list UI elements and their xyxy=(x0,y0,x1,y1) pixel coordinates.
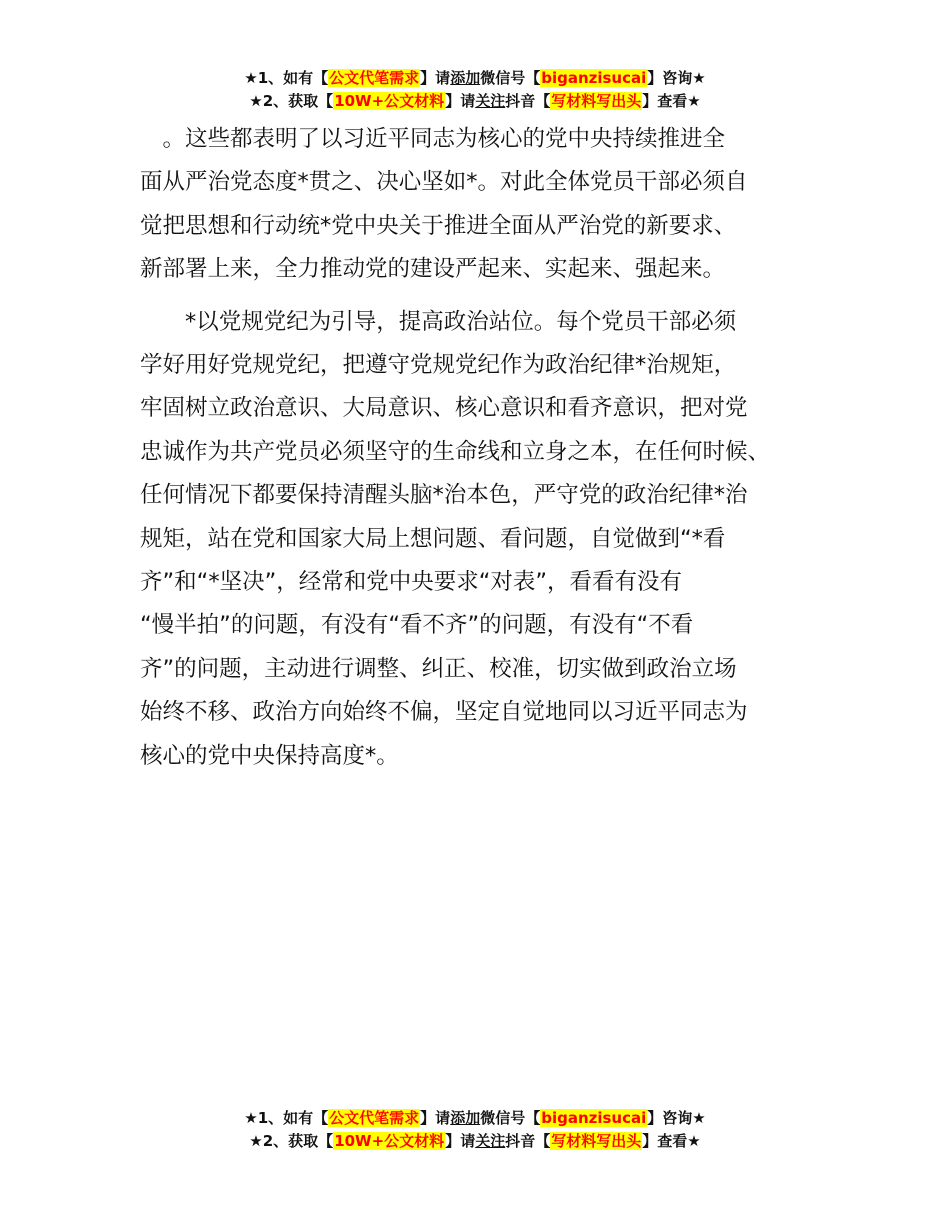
footer-banner xyxy=(0,1107,950,1153)
body-line: 核心的党中央保持高度*。 xyxy=(140,742,399,769)
banner-line-1 xyxy=(0,1107,950,1130)
highlight-wechat-id: biganzisucai xyxy=(541,1109,647,1127)
banner-text: 】请 xyxy=(420,69,451,87)
banner-line-2 xyxy=(0,1130,950,1153)
banner-text: ★2、获取【 xyxy=(249,92,334,110)
body-line: 觉把思想和行动统*党中央关于推进全面从严治党的新要求、 xyxy=(140,212,737,239)
highlight-ghostwriting: 公文代笔需求 xyxy=(329,69,420,87)
banner-text: 】查看★ xyxy=(642,92,701,110)
body-line: 牢固树立政治意识、大局意识、核心意识和看齐意识，把对党 xyxy=(140,395,748,422)
banner-text: 微信号【 xyxy=(480,69,541,87)
document-body xyxy=(140,118,822,778)
banner-underlined-text: 添加 xyxy=(450,1109,481,1127)
body-line: 面从严治党态度*贯之、决心坚如*。对此全体党员干部必须自 xyxy=(140,169,748,196)
body-line: “慢半拍”的问题，有没有“看不齐”的问题，有没有“不看 xyxy=(140,612,694,639)
banner-underlined-text: 关注 xyxy=(475,92,506,110)
banner-text: 】请 xyxy=(420,1109,451,1127)
banner-text: ★1、如有【 xyxy=(244,1109,329,1127)
banner-text: 】咨询★ xyxy=(647,69,706,87)
banner-underlined-text: 关注 xyxy=(475,1132,506,1150)
banner-underlined-text: 添加 xyxy=(450,69,481,87)
banner-text: 抖音【 xyxy=(505,1132,551,1150)
body-line: 学好用好党规党纪，把遵守党规党纪作为政治纪律*治规矩， xyxy=(140,352,737,379)
highlight-materials: 10W+公文材料 xyxy=(334,1132,445,1150)
highlight-materials: 10W+公文材料 xyxy=(334,92,445,110)
banner-text: ★2、获取【 xyxy=(249,1132,334,1150)
body-line: 新部署上来，全力推动党的建设严起来、实起来、强起来。 xyxy=(140,256,726,283)
banner-line-1 xyxy=(0,67,950,90)
highlight-ghostwriting: 公文代笔需求 xyxy=(329,1109,420,1127)
banner-text: 抖音【 xyxy=(505,92,551,110)
body-line: *以党规党纪为引导，提高政治站位。每个党员干部必须 xyxy=(140,308,737,335)
body-line: 齐”和“*坚决”，经常和党中央要求“对表”，看看有没有 xyxy=(140,569,683,596)
body-line: 忠诚作为共产党员必须坚守的生命线和立身之本，在任何时候、 xyxy=(140,438,771,465)
body-line: 齐”的问题，主动进行调整、纠正、校准，切实做到政治立场 xyxy=(140,655,737,682)
body-line: 。这些都表明了以习近平同志为核心的党中央持续推进全 xyxy=(140,126,726,152)
highlight-wechat-id: biganzisucai xyxy=(541,69,647,87)
banner-text: 】请 xyxy=(445,1132,476,1150)
banner-text: 微信号【 xyxy=(480,1109,541,1127)
banner-line-2 xyxy=(0,90,950,113)
body-line: 任何情况下都要保持清醒头脑*治本色，严守党的政治纪律*治 xyxy=(140,482,748,509)
highlight-douyin-account: 写材料写出头 xyxy=(551,92,642,110)
header-banner xyxy=(0,67,950,113)
body-line: 规矩，站在党和国家大局上想问题、看问题，自觉做到“*看 xyxy=(140,525,726,552)
highlight-douyin-account: 写材料写出头 xyxy=(551,1132,642,1150)
banner-text: 】请 xyxy=(445,92,476,110)
banner-text: ★1、如有【 xyxy=(244,69,329,87)
banner-text: 】咨询★ xyxy=(647,1109,706,1127)
body-line: 始终不移、政治方向始终不偏，坚定自觉地同以习近平同志为 xyxy=(140,699,748,726)
banner-text: 】查看★ xyxy=(642,1132,701,1150)
